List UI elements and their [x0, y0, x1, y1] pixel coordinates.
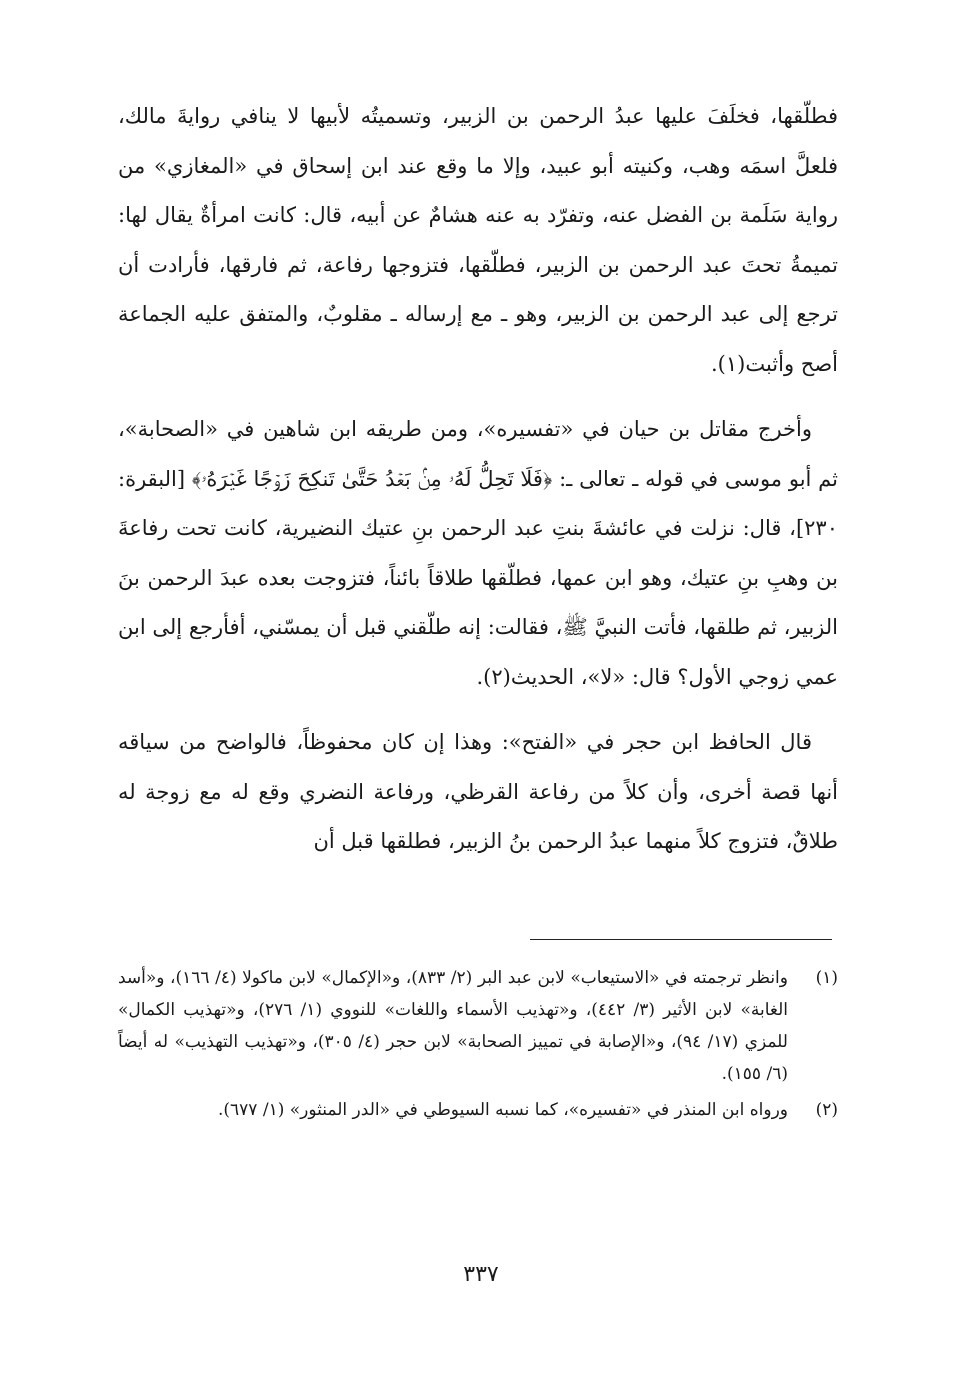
footnote-2	[118, 1094, 838, 1126]
paragraph-3: قال الحافظ ابن حجر في «الفتح»: وهذا إن كان محفوظاً، فالواضح من سياقه أنها قصة أخرى، وأن كلاً من رفاعة القرظي، ورفاعة النضري وقع له مع زوجة له طلاقٌ، فتزوج كلاً منهما عبدُ الرحمن بنُ الزبير، فطلقها قبل أن	[118, 730, 838, 853]
footnote-number: (٢)	[815, 1100, 838, 1120]
paragraph-2: وأخرج مقاتل بن حيان في «تفسيره»، ومن طريقه ابن شاهين في «الصحابة»، ثم أبو موسى في قوله ـ تعالى ـ: ﴿فَلَا تَحِلُّ لَهُۥ مِنۢ بَعۡدُ حَتَّىٰ تَنكِحَ زَوۡجًا غَيۡرَهُۥ﴾ [البقرة: ٢٣٠]، قال: نزلت في عائشةَ بنتِ عبد الرحمن بنِ عتيك النضيرية، كانت تحت رفاعةَ بن وهبِ بنِ عتيك، وهو ابن عمها، فطلّقها طلاقاً بائناً، فتزوجت بعده عبدَ الرحمن بنَ الزبير، ثم طلقها، فأتت النبيَّ ﷺ، فقالت: إنه طلّقني قبل أن يمسّني، أفأرجع إلى ابن عمي زوجي الأول؟ قال: «لا»، الحديث(٢).	[118, 417, 838, 689]
footnote-1	[118, 962, 838, 1090]
main-text	[118, 92, 838, 867]
footnote-number: (١)	[815, 968, 838, 988]
page-number: ٣٣٧	[463, 1262, 499, 1287]
footnote-separator	[530, 939, 832, 940]
footnote-text: وانظر ترجمته في «الاستيعاب» لابن عبد البر (٢/ ٨٣٣)، و«الإكمال» لابن ماكولا (٤/ ١٦٦)، و«أسد الغابة» لابن الأثير (٣/ ٤٤٢)، و«تهذيب الأسماء واللغات» للنووي (١/ ٢٧٦)، و«تهذيب الكمال» للمزي (١٧/ ٩٤)، و«الإصابة في تمييز الصحابة» لابن حجر (٤/ ٣٠٥)، و«تهذيب التهذيب» له أيضاً (٦/ ١٥٥).	[118, 968, 788, 1084]
paragraph-1: فطلّقها، فخلَفَ عليها عبدُ الرحمن بن الزبير، وتسميتُه لأبيها لا ينافي روايةَ مالك، فلعلَّ اسمَه وهب، وكنيته أبو عبيد، وإلا ما وقع عند ابن إسحاق في «المغازي» من رواية سَلَمة بن الفضل عنه، وتفرّد به عنه هشامٌ عن أبيه، قال: كانت امرأةٌ يقال لها: تميمةُ تحتَ عبد الرحمن بن الزبير، فطلّقها، فتزوجها رفاعة، ثم فارقها، فأرادت أن ترجع إلى عبد الرحمن بن الزبير، وهو ـ مع إرساله ـ مقلوبٌ، والمتفق عليه الجماعة أصح وأثبت(١).	[118, 104, 838, 376]
footnote-text: ورواه ابن المنذر في «تفسيره»، كما نسبه السيوطي في «الدر المنثور» (١/ ٦٧٧).	[218, 1100, 788, 1120]
footnotes	[118, 962, 838, 1130]
